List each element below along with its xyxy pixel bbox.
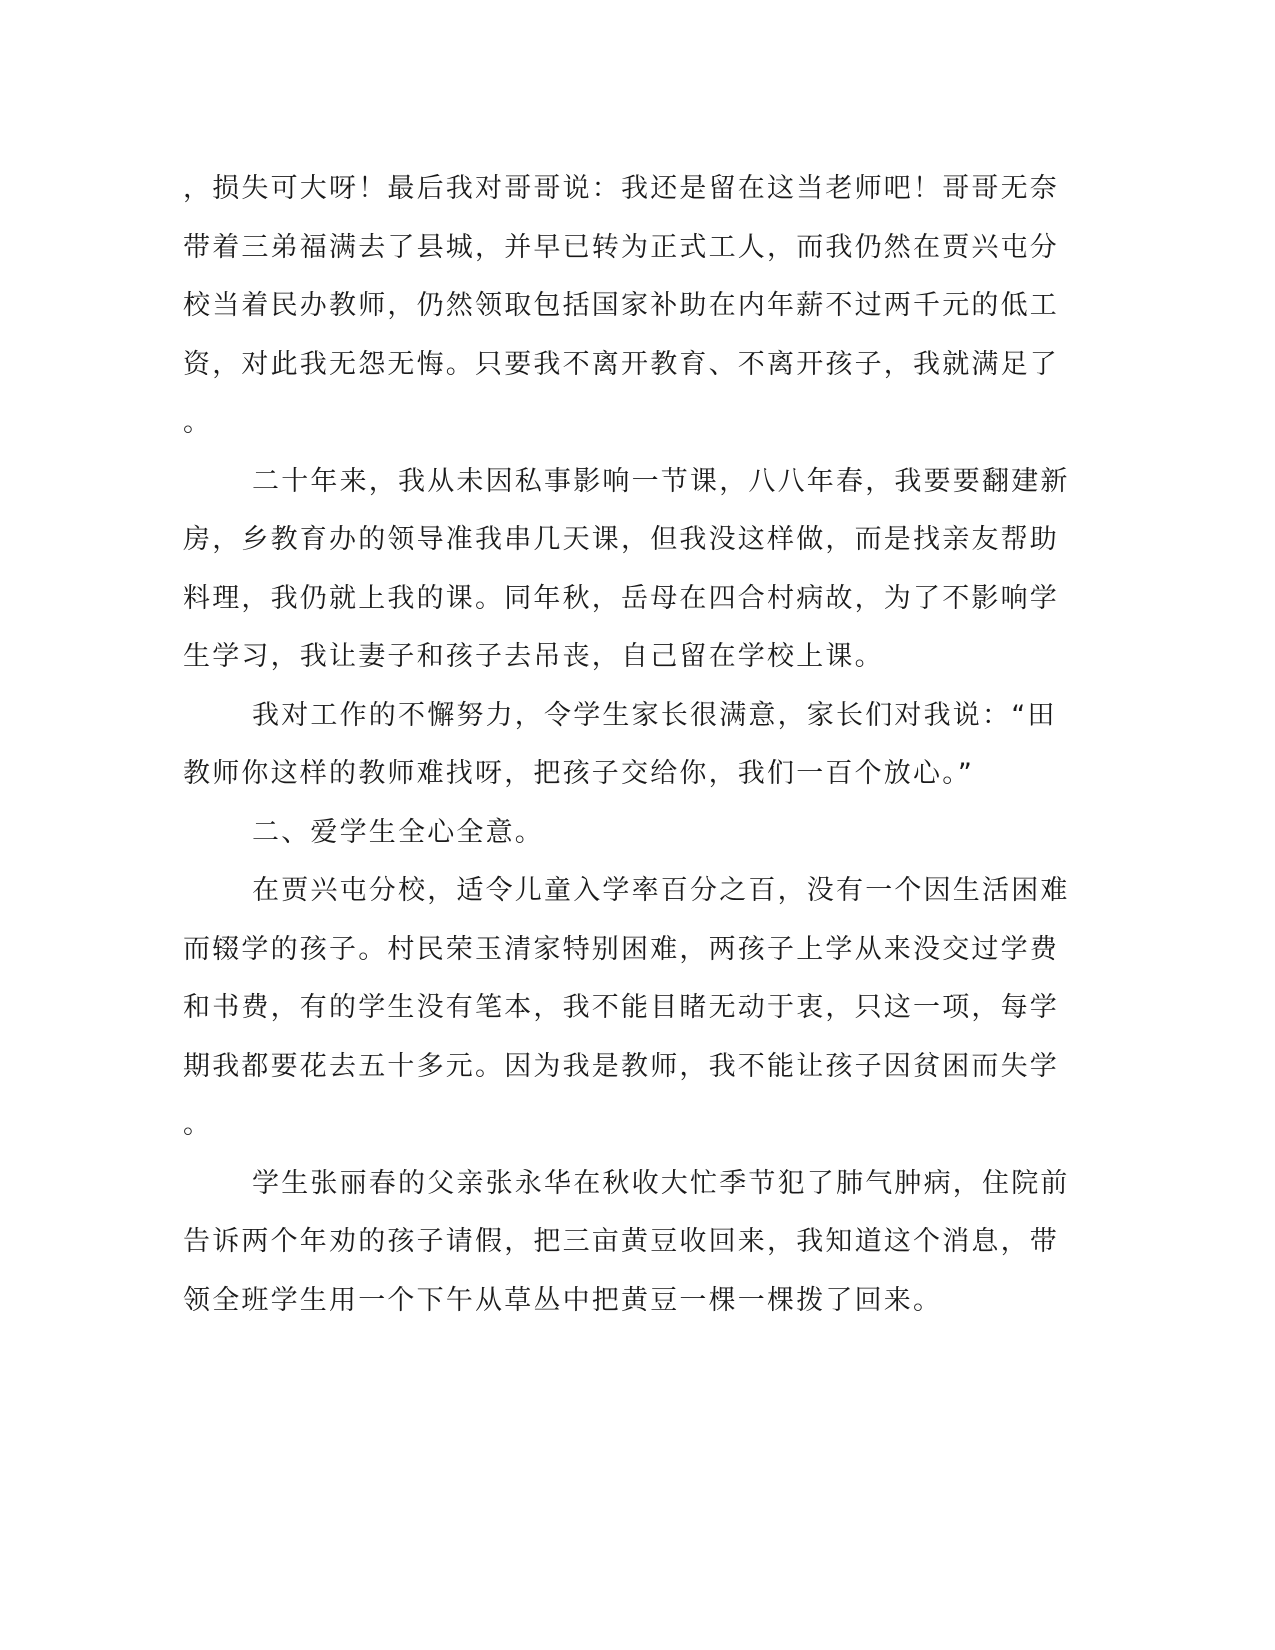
paragraph-4 bbox=[183, 862, 1070, 1155]
text-line: 校当着民办教师，仍然领取包括国家补助在内年薪不过两千元的低工 bbox=[183, 290, 1059, 321]
text-line: 。 bbox=[183, 1109, 213, 1140]
text-line: 告诉两个年劝的孩子请假，把三亩黄豆收回来，我知道这个消息，带 bbox=[183, 1226, 1059, 1257]
text-line: 领全班学生用一个下午从草丛中把黄豆一棵一棵拨了回来。 bbox=[183, 1284, 943, 1316]
paragraph-3 bbox=[183, 687, 1063, 804]
text-line: 房，乡教育办的领导准我串几天课，但我没这样做，而是找亲友帮助 bbox=[183, 524, 1059, 555]
text-line: 。 bbox=[183, 407, 213, 438]
text-line: 在贾兴屯分校，适令儿童入学率百分之百，没有一个因生活困难 bbox=[252, 875, 1070, 906]
text-line: 学生张丽春的父亲张永华在秋收大忙季节犯了肺气肿病，住院前 bbox=[252, 1167, 1070, 1199]
paragraph-1 bbox=[183, 160, 1063, 453]
text-line: 料理，我仍就上我的课。同年秋，岳母在四合村病故，为了不影响学 bbox=[183, 582, 1059, 614]
text-line: 和书费，有的学生没有笔本，我不能目睹无动于衷，只这一项，每学 bbox=[183, 992, 1059, 1023]
section-heading bbox=[183, 804, 1063, 863]
text-line: 带着三弟福满去了县城，并早已转为正式工人，而我仍然在贾兴屯分 bbox=[183, 231, 1059, 263]
text-line: 而辍学的孩子。村民荣玉清家特别困难，两孩子上学从来没交过学费 bbox=[183, 933, 1059, 965]
text-line: ，损失可大呀！最后我对哥哥说：我还是留在这当老师吧！哥哥无奈 bbox=[183, 173, 1059, 204]
text-line: 二十年来，我从未因私事影响一节课，八八年春，我要要翻建新 bbox=[252, 465, 1070, 497]
text-line: 资，对此我无怨无悔。只要我不离开教育、不离开孩子，我就满足了 bbox=[183, 348, 1059, 380]
text-line: 生学习，我让妻子和孩子去吊丧，自己留在学校上课。 bbox=[183, 641, 884, 672]
paragraph-5 bbox=[183, 1155, 1070, 1331]
text-line: 二、爱学生全心全意。 bbox=[252, 816, 544, 848]
paragraph-2 bbox=[183, 453, 1070, 687]
body-text bbox=[183, 160, 1070, 1330]
text-line: 教师你这样的教师难找呀，把孩子交给你，我们一百个放心。” bbox=[183, 758, 975, 789]
text-line: 期我都要花去五十多元。因为我是教师，我不能让孩子因贫困而失学 bbox=[183, 1050, 1059, 1082]
text-line: 我对工作的不懈努力，令学生家长很满意，家长们对我说：“田 bbox=[252, 699, 1057, 731]
